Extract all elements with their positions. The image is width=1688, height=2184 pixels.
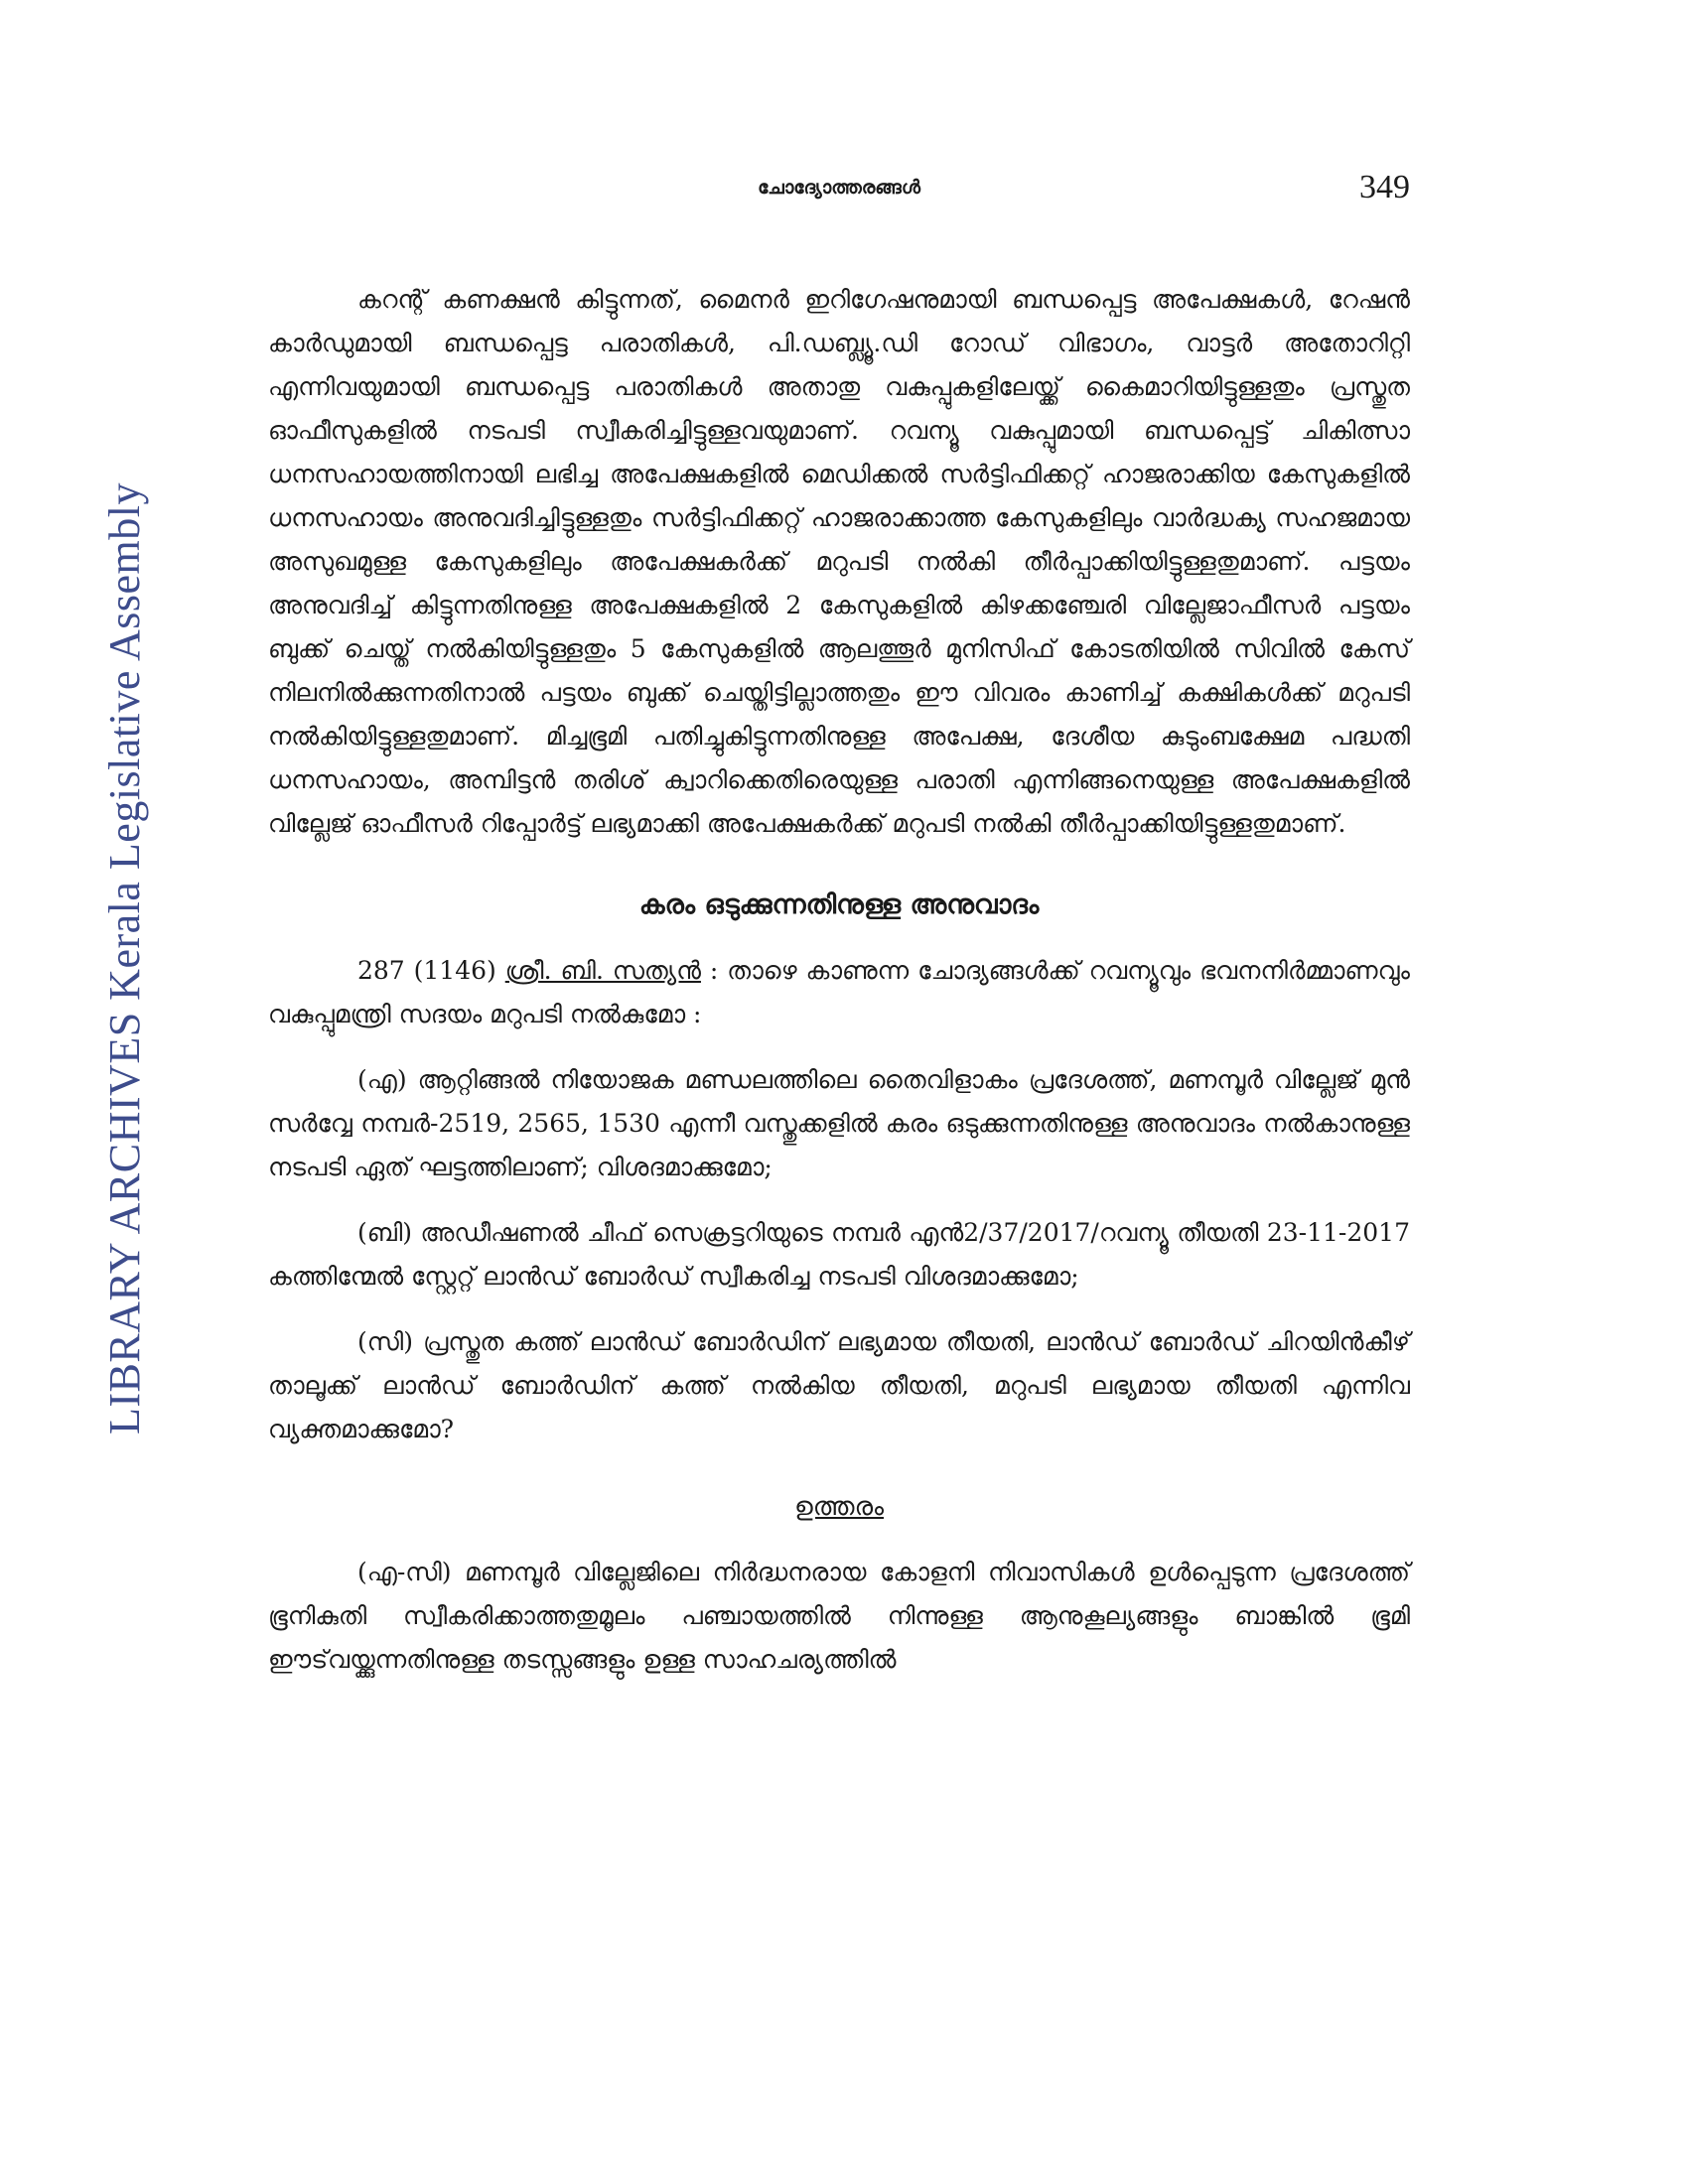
page-number: 349	[1359, 169, 1410, 205]
question-part-b: (ബി) അഡീഷണൽ ചീഫ് സെക്രട്ടറിയുടെ നമ്പർ എൻ2/37/2017/റവന്യൂ തീയതി 23-11-2017 കത്തിന്മേൽ സ്റ്റേറ്റ് ലാൻഡ് ബോർഡ് സ്വീകരിച്ച നടപടി വിശദമാക്കുമോ;	[268, 1218, 1410, 1291]
answer-heading: ഉത്തരം	[794, 1492, 884, 1522]
answer-paragraph: (എ-സി) മണമ്പൂർ വില്ലേജിലെ നിർദ്ധനരായ കോളനി നിവാസികൾ ഉൾപ്പെടുന്ന പ്രദേശത്ത് ഭൂനികുതി സ്വീകരിക്കാത്തതുമൂലം പഞ്ചായത്തിൽ നിന്നുള്ള ആനുകൂല്യങ്ങളും ബാങ്കിൽ ഭൂമി ഈട്‌വയ്ക്കുന്നതിനുള്ള തടസ്സങ്ങളും ഉള്ള സാഹചര്യത്തിൽ	[268, 1558, 1410, 1674]
page-content	[268, 278, 1410, 1682]
question-number: 287 (1146)	[357, 956, 496, 985]
section-heading: കരം ഒടുക്കുന്നതിനുള്ള അനുവാദം	[638, 889, 1040, 920]
answer-continuation-paragraph: കറന്റ് കണക്ഷൻ കിട്ടുന്നത്, മൈനർ ഇറിഗേഷനുമായി ബന്ധപ്പെട്ട അപേക്ഷകൾ, റേഷൻ കാർഡുമായി ബന്ധപ്പെട്ട പരാതികൾ, പി.ഡബ്ല്യൂ.ഡി റോഡ് വിഭാഗം, വാട്ടർ അതോറിറ്റി എന്നിവയുമായി ബന്ധപ്പെട്ട പരാതികൾ അതാതു വകുപ്പുകളിലേയ്ക്ക് കൈമാറിയിട്ടുള്ളതും പ്രസ്തുത ഓഫീസുകളിൽ നടപടി സ്വീകരിച്ചിട്ടുള്ളവയുമാണ്. റവന്യൂ വകുപ്പുമായി ബന്ധപ്പെട്ട് ചികിത്സാ ധനസഹായത്തിനായി ലഭിച്ച അപേക്ഷകളിൽ മെഡിക്കൽ സർട്ടിഫിക്കറ്റ് ഹാജരാക്കിയ കേസുകളിൽ ധനസഹായം അനുവദിച്ചിട്ടുള്ളതും സർട്ടിഫിക്കറ്റ് ഹാജരാക്കാത്ത കേസുകളിലും വാർദ്ധക്യ സഹജമായ അസുഖമുള്ള കേസുകളിലും അപേക്ഷകർക്ക് മറുപടി നൽകി തീർപ്പാക്കിയിട്ടുള്ളതുമാണ്. പട്ടയം അനുവദിച്ച് കിട്ടുന്നതിനുള്ള അപേക്ഷകളിൽ 2 കേസുകളിൽ കിഴക്കഞ്ചേരി വില്ലേജാഫീസർ പട്ടയം ബുക്ക് ചെയ്ത് നൽകിയിട്ടുള്ളതും 5 കേസുകളിൽ ആലത്തൂർ മുനിസിഫ് കോടതിയിൽ സിവിൽ കേസ് നിലനിൽക്കുന്നതിനാൽ പട്ടയം ബുക്ക് ചെയ്തിട്ടില്ലാത്തതും ഈ വിവരം കാണിച്ച് കക്ഷികൾക്ക് മറുപടി നൽകിയിട്ടുള്ളതുമാണ്. മിച്ചഭൂമി പതിച്ചുകിട്ടുന്നതിനുള്ള അപേക്ഷ, ദേശീയ കുടുംബക്ഷേമ പദ്ധതി ധനസഹായം, അമ്പിട്ടൻ തരിശ് ക്വാറിക്കെതിരെയുള്ള പരാതി എന്നിങ്ങനെയുള്ള അപേക്ഷകളിൽ വില്ലേജ് ഓഫീസർ റിപ്പോർട്ട് ലഭ്യമാക്കി അപേക്ഷകർക്ക് മറുപടി നൽകി തീർപ്പാക്കിയിട്ടുള്ളതുമാണ്.	[268, 285, 1411, 838]
archive-watermark	[79, 333, 169, 1583]
question-intro	[268, 949, 1410, 1036]
running-header	[268, 169, 1410, 228]
running-title: ചോദ്യോത്തരങ്ങൾ	[758, 177, 920, 199]
question-intro-text: : താഴെ കാണുന്ന ചോദ്യങ്ങൾക്ക് റവന്യൂവും ഭവനനിർമ്മാണവും വകുപ്പുമന്ത്രി സദയം മറുപടി നൽകുമോ :	[268, 956, 1411, 1028]
watermark-text: LIBRARY ARCHIVES Kerala Legislative Assembly	[99, 481, 149, 1434]
question-part-c: (സി) പ്രസ്തുത കത്ത് ലാൻഡ് ബോർഡിന് ലഭ്യമായ തീയതി, ലാൻഡ് ബോർഡ് ചിറയിൻകീഴ് താലൂക്ക് ലാൻഡ് ബോർഡിന് കത്ത് നൽകിയ തീയതി, മറുപടി ലഭ്യമായ തീയതി എന്നിവ വ്യക്തമാക്കുമോ?	[268, 1327, 1410, 1443]
question-part-a: (എ) ആറ്റിങ്ങൽ നിയോജക മണ്ഡലത്തിലെ തൈവിളാകം പ്രദേശത്ത്, മണമ്പൂർ വില്ലേജ് മുൻ സർവ്വേ നമ്പർ-2519, 2565, 1530 എന്നീ വസ്തുക്കളിൽ കരം ഒടുക്കുന്നതിനുള്ള അനുവാദം നൽകാനുള്ള നടപടി ഏത് ഘട്ടത്തിലാണ്; വിശദമാക്കുമോ;	[268, 1065, 1410, 1181]
member-name: ശ്രീ. ബി. സത്യൻ	[504, 956, 701, 985]
